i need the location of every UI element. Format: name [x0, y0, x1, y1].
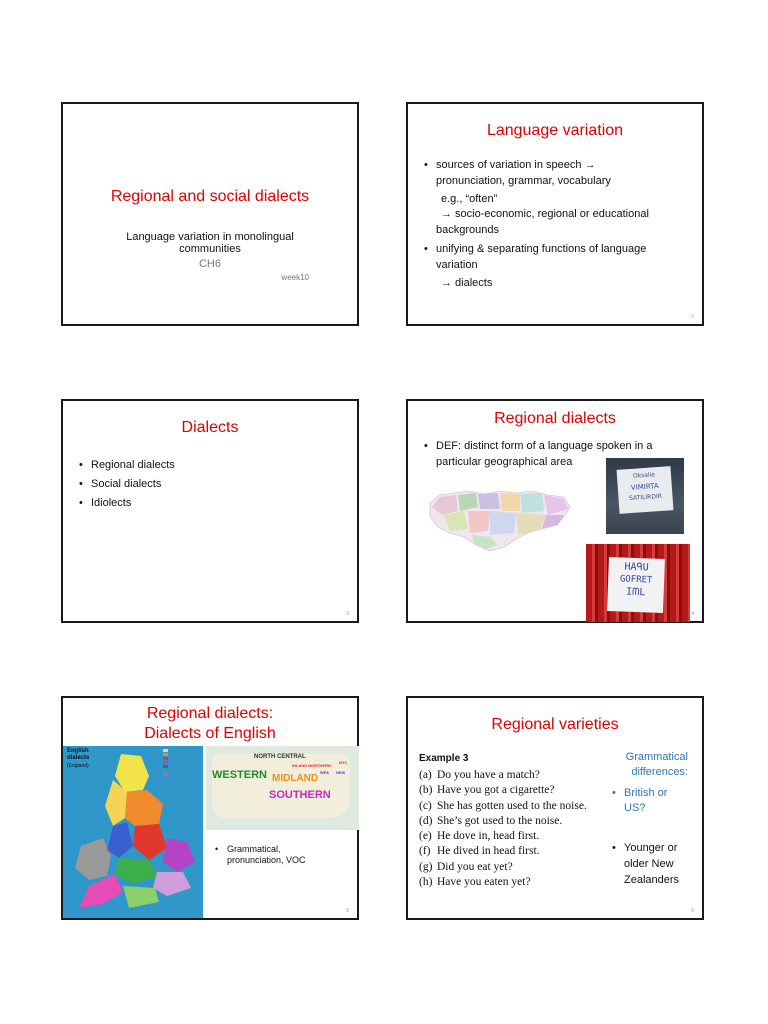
- example-text: She’s got used to the noise.: [437, 814, 563, 827]
- example-list: [419, 768, 619, 890]
- bullet-line: pronunciation, VOC: [227, 855, 306, 865]
- slide-1: [61, 102, 359, 326]
- chapter-label: CH6: [198, 258, 221, 270]
- page-number: 6: [691, 908, 694, 914]
- sign-text-line: HAᑫU: [624, 561, 649, 574]
- bullet-line: • DEF: distinct form of a language spoken in a: [422, 439, 697, 455]
- sign-paper: [617, 466, 674, 514]
- page-number: 2: [691, 314, 694, 320]
- map-region-south: [123, 886, 159, 908]
- map-region-east: [163, 838, 195, 872]
- bullet-line: variation: [436, 258, 478, 271]
- map-region-midlands-east: [133, 824, 167, 860]
- example-text: Did you eat yet?: [437, 860, 513, 873]
- england-dialect-map: [63, 746, 203, 918]
- map-region-southeast: [153, 872, 191, 896]
- example-letter: (g): [419, 860, 433, 873]
- subtitle-line-2: communities: [179, 243, 241, 255]
- us-label-southern: SOUTHERN: [269, 789, 331, 801]
- us-label-nyc: NYC: [339, 760, 348, 765]
- example-row: [419, 768, 619, 783]
- slide-title: Regional varieties: [491, 716, 619, 733]
- subtitle-line-1: Language variation in monolingual: [126, 231, 294, 243]
- side-bullet-line: Zealanders: [624, 874, 680, 886]
- side-heading-line: differences:: [631, 766, 688, 778]
- week-label: week10: [281, 273, 309, 282]
- bullet-list: [213, 844, 353, 866]
- bullet-item: • Regional dialects: [77, 456, 337, 475]
- side-heading-line: Grammatical: [625, 751, 688, 763]
- us-label-wpa: WPA: [320, 770, 330, 775]
- example-row: [419, 844, 619, 859]
- sign-text-line: Oksalie: [632, 471, 656, 480]
- us-label-new: NEW: [336, 770, 346, 775]
- england-map-shape: [63, 746, 203, 918]
- photo-sign-2: [586, 544, 690, 622]
- sign-text-line: IᗰL: [625, 586, 646, 599]
- example-letter: (d): [419, 814, 433, 827]
- example-text: Have you got a cigarette?: [437, 784, 555, 797]
- side-bullet-line: • Younger or: [610, 840, 700, 856]
- bullet-list: [77, 456, 337, 513]
- us-label-midland: MIDLAND: [272, 773, 319, 784]
- bullet-line: • Grammatical,: [213, 844, 353, 855]
- example-text: Do you have a match?: [437, 769, 540, 781]
- example-text: He dived in head first.: [437, 845, 540, 858]
- example-row: [419, 829, 619, 844]
- bullet-line: backgrounds: [436, 224, 499, 237]
- slide-2: [406, 102, 704, 326]
- example-row: [419, 875, 619, 890]
- page-number: 5: [346, 908, 349, 914]
- example-letter: (c): [419, 799, 432, 812]
- map-subtitle: (England): [67, 763, 89, 769]
- side-bullet-line: US?: [624, 802, 646, 814]
- sign-text-line: SATILIRDIR: [628, 492, 663, 503]
- sign-text-line: GOFRET: [619, 574, 653, 586]
- bullet-line: • sources of variation in speech →: [422, 158, 697, 174]
- example-letter: (h): [419, 876, 433, 889]
- slide-title: [63, 704, 357, 744]
- slide-subtitle: [63, 231, 357, 255]
- bullet-line: → dialects: [441, 276, 493, 289]
- photo-sign-1: [606, 458, 684, 534]
- slide-title: Regional dialects: [494, 410, 616, 427]
- map-title: English dialects: [67, 748, 90, 761]
- turkey-dialect-map: [424, 485, 572, 555]
- example-row: [419, 799, 619, 814]
- map-region-midlands-west: [107, 822, 133, 858]
- map-region-southwest: [79, 874, 123, 908]
- bullet-line: particular geographical area: [436, 455, 573, 468]
- bullet-item: • Idiolects: [77, 494, 337, 513]
- page-number: 4: [691, 611, 694, 617]
- slide-5: [61, 696, 359, 920]
- map-region: [478, 493, 500, 509]
- us-label-north-central: NORTH CENTRAL: [254, 754, 306, 760]
- slide-6: [406, 696, 704, 920]
- map-region: [500, 493, 520, 511]
- example-text: Have you eaten yet?: [437, 876, 531, 889]
- bullet-line: → socio-economic, regional or educational: [441, 208, 649, 221]
- map-region: [468, 511, 490, 533]
- sign-paper: [607, 557, 665, 613]
- title-line-1: Regional dialects:: [146, 705, 274, 722]
- us-label-inland-northern: INLAND NORTHERN: [292, 763, 331, 768]
- side-bullet-line: • British or: [610, 786, 700, 801]
- slide-4: [406, 399, 704, 623]
- bullet-line: e.g., “often”: [441, 192, 498, 205]
- side-bullet-1: [610, 786, 700, 816]
- example-row: [419, 860, 619, 875]
- example-row: [419, 814, 619, 829]
- example-row: [419, 783, 619, 798]
- map-region: [520, 493, 544, 513]
- side-bullet-line: older New: [624, 858, 674, 870]
- sign-text-line: VIMIRTA: [630, 482, 659, 492]
- example-text: She has gotten used to the noise.: [437, 799, 587, 812]
- bullet-item: • Social dialects: [77, 475, 337, 494]
- slide-title: Language variation: [486, 122, 624, 139]
- map-region-yorkshire: [125, 790, 163, 826]
- bullet-list: [422, 158, 697, 291]
- map-region-central: [115, 858, 157, 884]
- map-region: [490, 511, 516, 535]
- example-letter: (a): [419, 769, 432, 781]
- title-line-2: Dialects of English: [144, 725, 276, 742]
- slide-3: [61, 399, 359, 623]
- us-label-western: WESTERN: [212, 769, 267, 781]
- slide-title: Regional and social dialects: [110, 188, 310, 205]
- slide-title: Dialects: [181, 419, 239, 436]
- side-bullet-2: [610, 840, 700, 888]
- page-number: 3: [346, 611, 349, 617]
- wales-land: [75, 838, 111, 880]
- side-heading: [608, 750, 688, 780]
- us-dialect-map: [206, 746, 359, 830]
- example-letter: (e): [419, 830, 432, 843]
- example-text: He dove in, head first.: [437, 830, 540, 843]
- bullet-line: • unifying & separating functions of language: [422, 242, 697, 258]
- example-letter: (b): [419, 784, 433, 797]
- example-label: Example 3: [419, 753, 469, 764]
- bullet-line: pronunciation, grammar, vocabulary: [436, 174, 611, 187]
- example-letter: (f): [419, 845, 431, 858]
